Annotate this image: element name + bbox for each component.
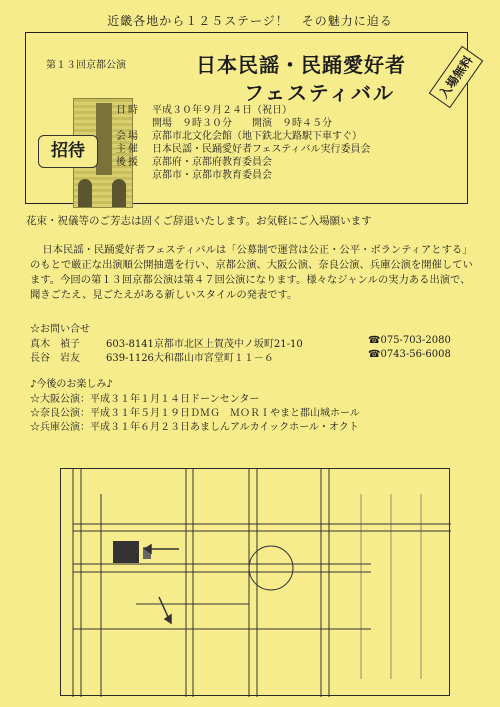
contact-tel-2: ☎0743-56-6008 xyxy=(368,349,451,360)
host-row: 主催 日本民謡・民踊愛好者フェスティバル実行委員会 xyxy=(116,144,371,155)
notice-text: 花束・祝儀等のご芳志は固くご辞退いたします。お気軽にご入場願います xyxy=(26,215,372,227)
edition-label: 第１３回京都公演 xyxy=(46,60,126,71)
access-map xyxy=(60,468,450,696)
title-line-1: 日本民謡・民踊愛好者 xyxy=(196,53,406,77)
support-row: 後援 京都府・京都府教育委員会 xyxy=(116,157,272,168)
free-admission-badge: 入場無料 xyxy=(429,46,484,108)
support-row-2: 京都市・京都市教育委員会 xyxy=(152,170,272,181)
contact-name-1: 真木 禎子 xyxy=(30,339,80,350)
upcoming-osaka: ☆大阪公演：平成３１年１月１４日ドーンセンター xyxy=(30,394,260,405)
photo-figure-left xyxy=(78,179,92,207)
contact-address-2: 639-1126大和郡山市宮堂町１１－６ xyxy=(106,353,274,364)
upcoming-nara: ☆奈良公演：平成３１年５月１９日ＤＭＧ ＭＯＲＩやまと郡山城ホール xyxy=(30,408,360,419)
upcoming-hyogo: ☆兵庫公演：平成３１年６月２３日あましんアルカイックホール・オクト xyxy=(30,422,359,433)
tagline: 近畿各地から１２５ステージ！ その魅力に迫る xyxy=(107,14,393,28)
upcoming-heading: ♪今後のお楽しみ♪ xyxy=(30,379,113,390)
photo-float-shape xyxy=(96,103,112,175)
map-drawing xyxy=(61,469,451,697)
description-paragraph: 日本民謡・民踊愛好者フェスティバルは「公募制で運営は公正・公平・ボランティアとする」のもとで厳正な出演順公開抽選を行い、京都公演、大阪公演、奈良公演、兵庫公演を開催しています。今回の第１３回京都公演は第４７回公演になります。様々なジャンルの実力ある出演で、聞きごたえ、見ごたえがある新しいスタイルの発表です。 xyxy=(30,244,473,301)
contact-name-2: 長谷 岩友 xyxy=(30,353,80,364)
time-row: 開場 ９時３０分 開演 ９時４５分 xyxy=(152,118,332,129)
photo-figure-right xyxy=(112,179,126,207)
event-info xyxy=(116,104,371,182)
contact-address-1: 603-8141京都市北区上賀茂中ノ坂町21-10 xyxy=(106,339,303,350)
title-line-2: フェスティバル xyxy=(244,81,395,105)
venue-row: 会場 京都市北文化会館（地下鉄北大路駅下車すぐ） xyxy=(116,131,362,142)
contact-heading: ☆お問い合せ xyxy=(30,324,90,335)
contact-tel-1: ☎075-703-2080 xyxy=(368,335,451,346)
date-row: 日時 平成３０年９月２４日（祝日） xyxy=(116,105,292,116)
invite-badge: 招待 xyxy=(38,135,98,168)
